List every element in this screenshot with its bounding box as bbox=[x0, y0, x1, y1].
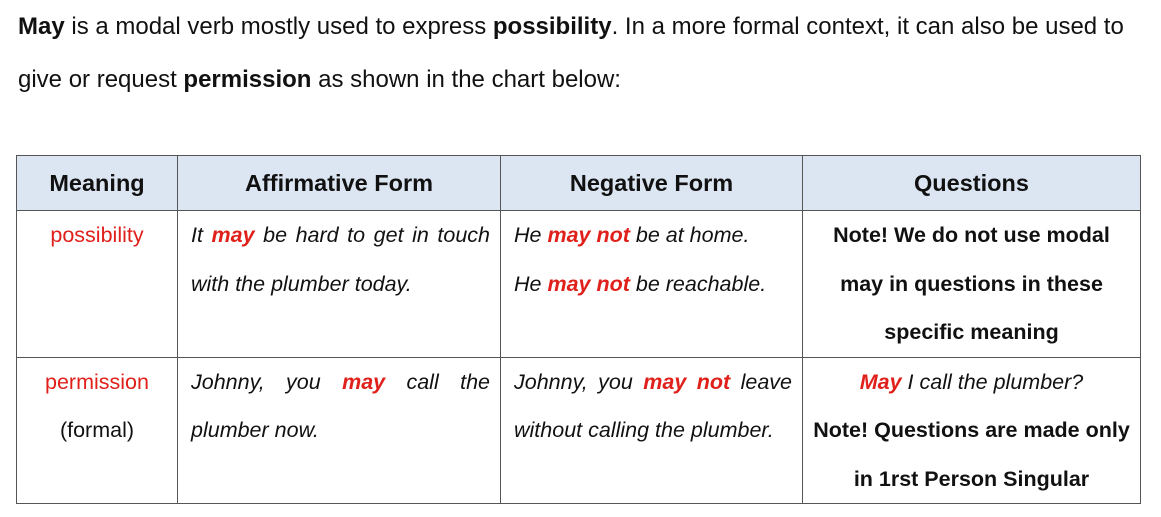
table-row-permission bbox=[17, 357, 1141, 504]
header-meaning: Meaning bbox=[17, 156, 178, 211]
question-post: I call the plumber? bbox=[901, 369, 1084, 394]
negative-cell bbox=[501, 211, 803, 358]
modal-may-table bbox=[16, 155, 1141, 504]
intro-term-permission: permission bbox=[183, 66, 312, 93]
affirmative-post: be hard to get in touch with the plumber today. bbox=[191, 223, 491, 296]
affirmative-post: call the plumber now. bbox=[191, 369, 490, 442]
negative-line-1 bbox=[514, 211, 792, 260]
question-modal: May bbox=[859, 369, 902, 394]
affirmative-modal: may bbox=[211, 223, 255, 247]
intro-text-2: . In a more formal context, it can also be used to give or request bbox=[18, 13, 1124, 93]
negative-post: be at home. bbox=[629, 223, 750, 247]
question-note: Note! We do not use modal may in questions in these specific meaning bbox=[803, 211, 1141, 358]
affirmative-cell bbox=[178, 357, 501, 504]
table-row-possibility bbox=[17, 211, 1141, 358]
negative-cell bbox=[501, 357, 803, 504]
negative-modal: may not bbox=[547, 223, 630, 247]
negative-post: be reachable. bbox=[629, 271, 767, 296]
intro-text-3: as shown in the chart below: bbox=[311, 66, 621, 93]
negative-line-2 bbox=[514, 260, 792, 309]
negative-pre: He bbox=[514, 271, 548, 296]
intro-term-possibility: possibility bbox=[492, 13, 612, 40]
header-negative: Negative Form bbox=[501, 156, 803, 211]
intro-term-may: May bbox=[18, 13, 65, 40]
table-header-row bbox=[17, 156, 1141, 211]
question-example bbox=[809, 358, 1134, 407]
negative-pre: He bbox=[514, 223, 548, 247]
affirmative-pre: It bbox=[191, 223, 212, 247]
header-affirmative: Affirmative Form bbox=[178, 156, 501, 211]
negative-modal: may not bbox=[547, 271, 630, 296]
affirmative-cell bbox=[178, 211, 501, 358]
negative-modal: may not bbox=[643, 369, 731, 394]
question-cell bbox=[803, 357, 1141, 504]
affirmative-modal: may bbox=[342, 369, 386, 394]
meaning-label: permission bbox=[45, 369, 149, 394]
question-note: Note! Questions are made only in 1rst Person Singular bbox=[813, 418, 1130, 491]
meaning-sub-label: (formal) bbox=[59, 418, 135, 442]
meaning-cell: possibility bbox=[17, 211, 178, 358]
negative-post: leave without calling the plumber. bbox=[514, 369, 792, 442]
header-questions: Questions bbox=[803, 156, 1141, 211]
negative-pre: Johnny, you bbox=[514, 369, 644, 394]
intro-paragraph bbox=[18, 0, 1148, 106]
affirmative-pre: Johnny, you bbox=[191, 369, 343, 394]
meaning-cell bbox=[17, 357, 178, 504]
intro-text-1: is a modal verb mostly used to express bbox=[64, 13, 493, 40]
